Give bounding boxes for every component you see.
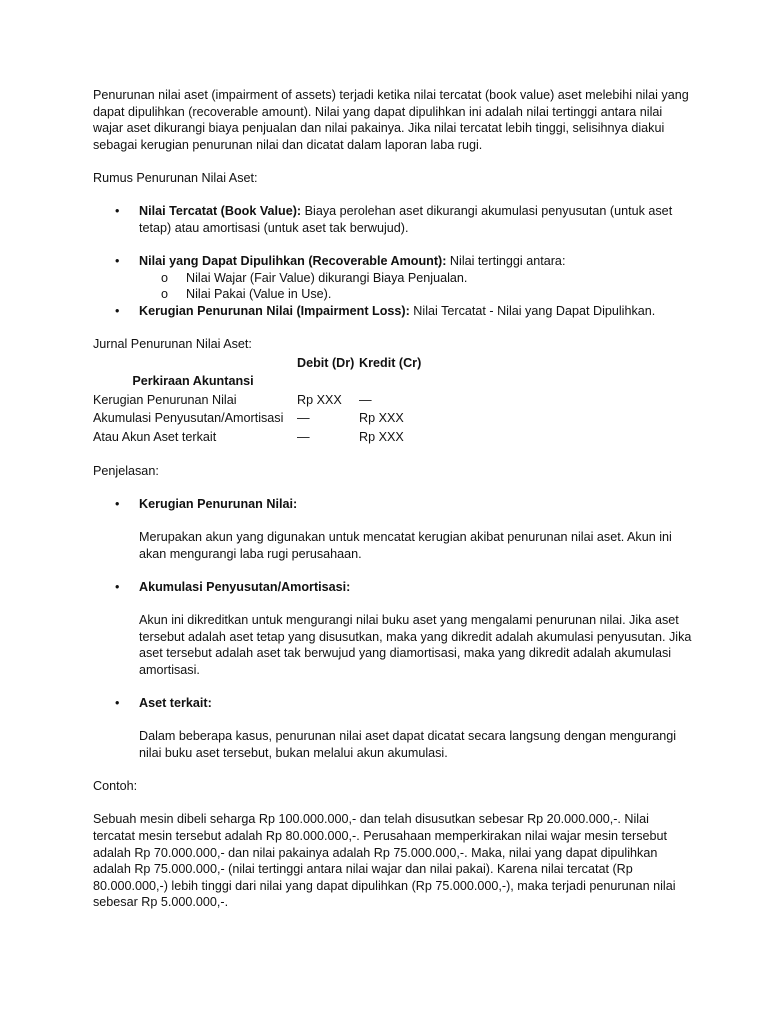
formula-heading: Rumus Penurunan Nilai Aset: — [93, 170, 258, 185]
explanation-item-accumulated — [93, 579, 693, 679]
cell-debit: Rp XXX — [297, 392, 342, 407]
table-row — [93, 409, 443, 428]
explanation-term: Aset terkait: — [139, 696, 212, 711]
example-paragraph: Sebuah mesin dibeli seharga Rp 100.000.000,- dan telah disusutkan sebesar Rp 20.000.000,-. Nilai tercatat mesin tersebut adalah Rp 80.000.000,-. Perusahaan memperkirakan nilai wajar mesin tersebut adalah Rp 70.000.000,- dan nilai pakainya adalah Rp 75.000.000,-. Maka, nilai yang dapat dipulihkan adalah Rp 75.000.000,- (nilai tertinggi antara nilai wajar dan nilai pakai). Karena nilai tercatat (Rp 80.000.000,-) lebih tinggi dari nilai yang dapat dipulihkan (Rp 75.000.000,-), maka terjadi penurunan nilai sebesar Rp 5.000.000,-. — [93, 812, 676, 910]
formula-text: Biaya perolehan aset dikurangi akumulasi penyusutan (untuk aset tetap) atau amortisasi (untuk aset tak berwujud). — [139, 204, 673, 235]
journal-table — [93, 353, 443, 447]
sub-item-fair-value — [139, 270, 693, 287]
table-row — [93, 391, 443, 410]
explanation-heading: Penjelasan: — [93, 463, 159, 478]
formula-item-recoverable-amount — [93, 253, 693, 303]
formula-term: Nilai yang Dapat Dipulihkan (Recoverable Amount): — [139, 253, 447, 268]
intro-paragraph: Penurunan nilai aset (impairment of assets) terjadi ketika nilai tercatat (book value) aset melebihi nilai yang dapat dipulihkan (recoverable amount). Nilai yang dapat dipulihkan ini adalah nilai tertinggi antara nilai wajar aset dikurangi biaya penjualan dan nilai pakainya. Jika nilai tercatat lebih tinggi, selisihnya diakui sebagai kerugian penurunan nilai dan dicatat dalam laporan laba rugi. — [93, 88, 689, 152]
explanation-item-impairment-loss — [93, 496, 693, 562]
formula-list — [93, 203, 693, 319]
explanation-list — [93, 496, 693, 762]
header-debit: Debit (Dr) — [297, 355, 355, 370]
journal-heading: Jurnal Penurunan Nilai Aset: — [93, 336, 252, 351]
explanation-text: Dalam beberapa kasus, penurunan nilai aset dapat dicatat secara langsung dengan mengurangi nilai buku aset tersebut, bukan melalui akun akumulasi. — [139, 729, 677, 760]
circle-bullet-icon: o — [161, 287, 169, 302]
bullet-icon: • — [115, 580, 120, 595]
recoverable-sub-list — [139, 270, 693, 303]
cell-debit: — — [297, 411, 310, 426]
bullet-icon: • — [115, 303, 120, 318]
cell-account: Akumulasi Penyusutan/Amortisasi — [93, 411, 284, 426]
sub-item-text: Nilai Pakai (Value in Use). — [186, 287, 332, 302]
cell-account: Atau Akun Aset terkait — [93, 429, 217, 444]
bullet-icon: • — [115, 696, 120, 711]
formula-term: Nilai Tercatat (Book Value): — [139, 204, 302, 219]
formula-text: Nilai Tercatat - Nilai yang Dapat Dipulihkan. — [409, 303, 656, 318]
header-account: Perkiraan Akuntansi — [132, 373, 254, 388]
cell-credit: — — [359, 392, 372, 407]
explanation-item-related-asset — [93, 695, 693, 761]
header-credit: Kredit (Cr) — [359, 355, 422, 370]
bullet-icon: • — [115, 497, 120, 512]
formula-item-impairment-loss — [93, 303, 693, 320]
cell-debit: — — [297, 429, 310, 444]
explanation-text: Merupakan akun yang digunakan untuk mencatat kerugian akibat penurunan nilai aset. Akun ini akan mengurangi laba rugi perusahaan. — [139, 530, 672, 561]
table-row — [93, 428, 443, 447]
formula-term: Kerugian Penurunan Nilai (Impairment Loss): — [139, 303, 410, 318]
cell-account: Kerugian Penurunan Nilai — [93, 392, 237, 407]
explanation-text: Akun ini dikreditkan untuk mengurangi nilai buku aset yang mengalami penurunan nilai. Jika aset tersebut adalah aset tetap yang disusutkan, maka yang dikredit adalah akumulasi penyusutan. Jika aset tersebut adalah aset tak berwujud yang diamortisasi, maka yang dikredit adalah akumulasi amortisasi. — [139, 613, 692, 677]
sub-item-value-in-use — [139, 286, 693, 303]
formula-item-book-value — [93, 203, 693, 236]
circle-bullet-icon: o — [161, 270, 169, 285]
cell-credit: Rp XXX — [359, 411, 404, 426]
document-page — [93, 87, 693, 911]
explanation-term: Akumulasi Penyusutan/Amortisasi: — [139, 580, 351, 595]
bullet-icon: • — [115, 204, 120, 219]
cell-credit: Rp XXX — [359, 429, 404, 444]
sub-item-text: Nilai Wajar (Fair Value) dikurangi Biaya Penjualan. — [186, 270, 468, 285]
explanation-term: Kerugian Penurunan Nilai: — [139, 497, 298, 512]
formula-text: Nilai tertinggi antara: — [446, 253, 566, 268]
bullet-icon: • — [115, 253, 120, 268]
example-heading: Contoh: — [93, 779, 138, 794]
journal-header-row — [93, 353, 443, 391]
